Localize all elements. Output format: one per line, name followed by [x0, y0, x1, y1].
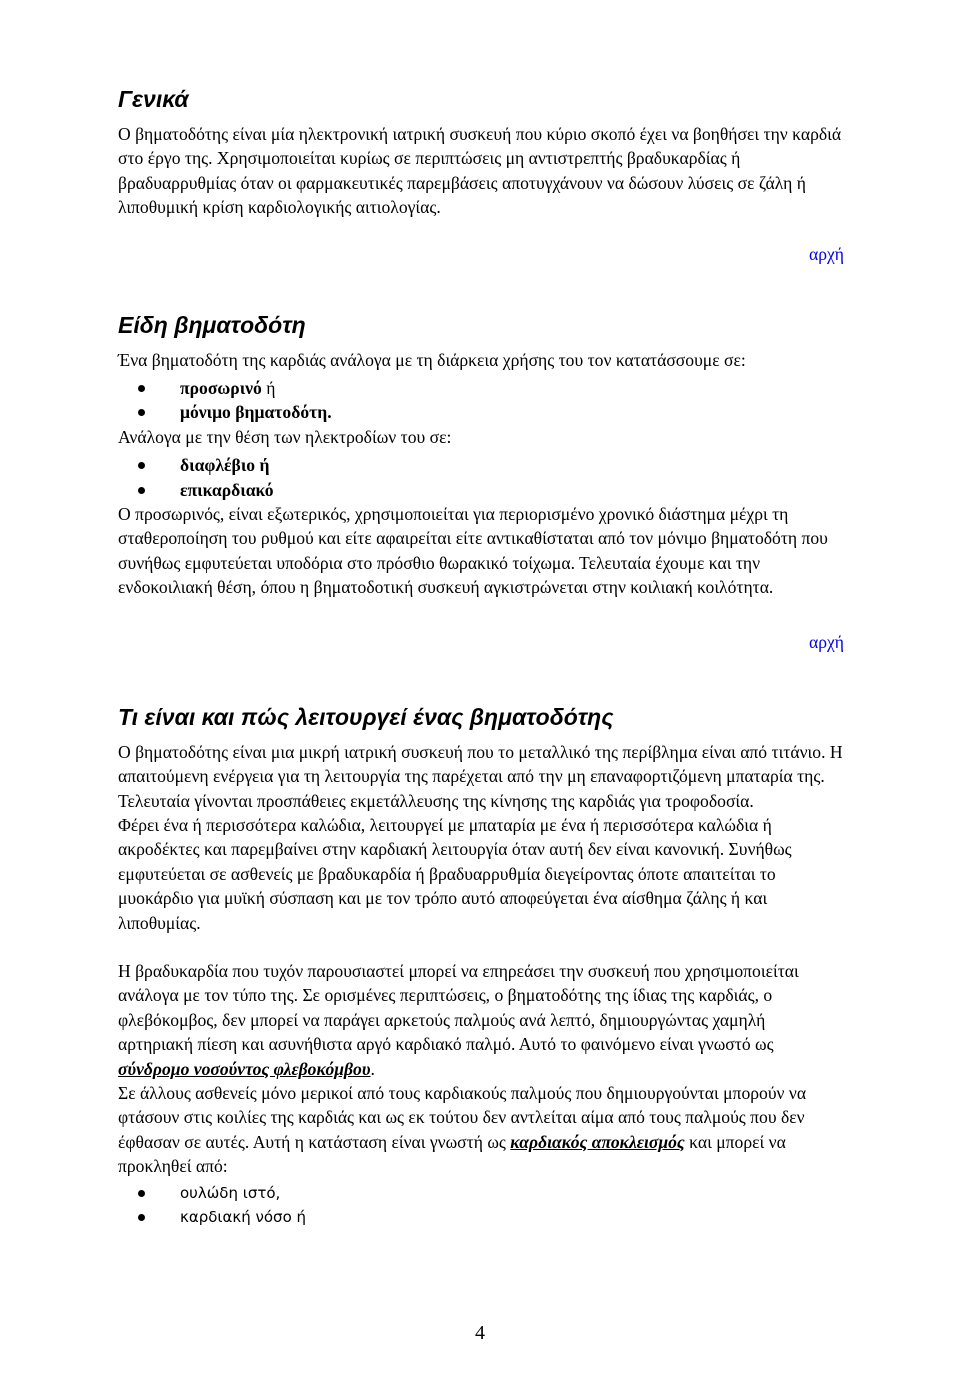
- duration-list: [118, 376, 844, 425]
- electrode-list: [118, 453, 844, 502]
- list-item: ουλώδη ιστό,: [118, 1181, 844, 1205]
- top-link[interactable]: αρχή: [808, 243, 844, 264]
- list-item: διαφλέβιο ή: [118, 453, 844, 477]
- section-title-how-it-works: Τι είναι και πώς λειτουργεί ένας βηματοδότης: [118, 703, 614, 730]
- term-heart-block: καρδιακός αποκλεισμός: [510, 1131, 685, 1152]
- how-paragraph-4: Σε άλλους ασθενείς μόνο μερικοί από τους καρδιακούς παλμούς που δημιουργούνται μπορούν να φτάσουν στις κοιλίες της καρδιάς και ως εκ τούτου δεν αντλείται αίμα από τους παλμούς που δεν έφθασαν σε αυτές. Αυτή η κατάσταση είναι γνωστή ως καρδιακός αποκλεισμός και μπορεί να προκληθεί από:: [118, 1082, 807, 1177]
- causes-list: [118, 1181, 844, 1230]
- types-intro: Ένα βηματοδότη της καρδιάς ανάλογα με τη διάρκεια χρήσης του τον κατατάσσουμε σε:: [118, 349, 746, 370]
- section-title-types: Είδη βηματοδότη: [118, 311, 306, 338]
- types-paragraph: Ο προσωρινός, είναι εξωτερικός, χρησιμοποιείται για περιορισμένο χρονικό διάστημα μέχρι τη σταθεροποίηση του ρυθμού και είτε αφαιρείται είτε αντικαθίσταται από τον μόνιμο βηματοδότη που συνήθως εμφυτεύεται υποδόρια στο πρόσθιο θωρακικό τοίχωμα. Τελευταία έχουμε και την ενδοκοιλιακή θέση, όπου η βηματοδοτική συσκευή αγκιστρώνεται στην κοιλιακή κοιλότητα.: [118, 504, 828, 598]
- term-sick-sinus: σύνδρομο νοσούντος φλεβοκόμβου: [118, 1058, 371, 1079]
- general-paragraph: Ο βηματοδότης είναι μία ηλεκτρονική ιατρική συσκευή που κύριο σκοπό έχει να βοηθήσει την καρδιά στο έργο της. Χρησιμοποιείται κυρίως σε περιπτώσεις μη αντιστρεπτής βραδυκαρδίας ή βραδυαρρυθμίας όταν οι φαρμακευτικές παρεμβάσεις αποτυγχάνουν να δώσουν λύσεις σε ζάλη ή λιποθυμική κρίση καρδιολογικής αιτιολογίας.: [118, 124, 842, 218]
- list-item: καρδιακή νόσο ή: [118, 1205, 844, 1229]
- list-item: μόνιμο βηματοδότη.: [118, 400, 844, 424]
- page-number: 4: [475, 1322, 485, 1344]
- how-paragraph-2: Φέρει ένα ή περισσότερα καλώδια, λειτουργεί με μπαταρία με ένα ή περισσότερα καλώδια ή ακροδέκτες και παρεμβαίνει στην καρδιακή λειτουργία όταν αυτή δεν είναι κανονική. Συνήθως εμφυτεύεται σε ασθενείς με βραδυκαρδία ή βραδυαρρυθμία διεγείροντας όποτε απαιτείται το μυοκάρδιο για μυϊκή σύσπαση και με τον τρόπο αυτό αποφεύγεται ένα αίσθημα ζάλης ή και λιποθυμίας.: [118, 814, 792, 933]
- document-page: [118, 84, 844, 1229]
- how-paragraph-3: Η βραδυκαρδία που τυχόν παρουσιαστεί μπορεί να επηρεάσει την συσκευή που χρησιμοποιείται ανάλογα με τον τύπο της. Σε ορισμένες περιπτώσεις, ο βηματοδότης της ίδιας της καρδιάς, ο φλεβόκομβος, δεν μπορεί να παράγει αρκετούς παλμούς ανά λεπτό, δημιουργώντας χαμηλή αρτηριακή πίεση και ασυνήθιστα αργό καρδιακό παλμό. Αυτό το φαινόμενο είναι γνωστό ως σύνδρομο νοσούντος φλεβοκόμβου.: [118, 960, 799, 1079]
- types-intro-2: Ανάλογα με την θέση των ηλεκτροδίων του σε:: [118, 426, 452, 447]
- spacer: [118, 935, 844, 959]
- how-paragraph-1: Ο βηματοδότης είναι μια μικρή ιατρική συσκευή που το μεταλλικό της περίβλημα είναι από τιτάνιο. Η απαιτούμενη ενέργεια για τη λειτουργία της παρέχεται από την μη επαναφορτιζόμενη μπαταρία της. Τελευταία γίνονται προσπάθειες εκμετάλλευσης της κίνησης της καρδιάς για τροφοδοσία.: [118, 741, 843, 811]
- top-link[interactable]: αρχή: [808, 631, 844, 652]
- list-item: επικαρδιακό: [118, 478, 844, 502]
- list-item: προσωρινό ή: [118, 376, 844, 400]
- section-title-general: Γενικά: [118, 86, 189, 112]
